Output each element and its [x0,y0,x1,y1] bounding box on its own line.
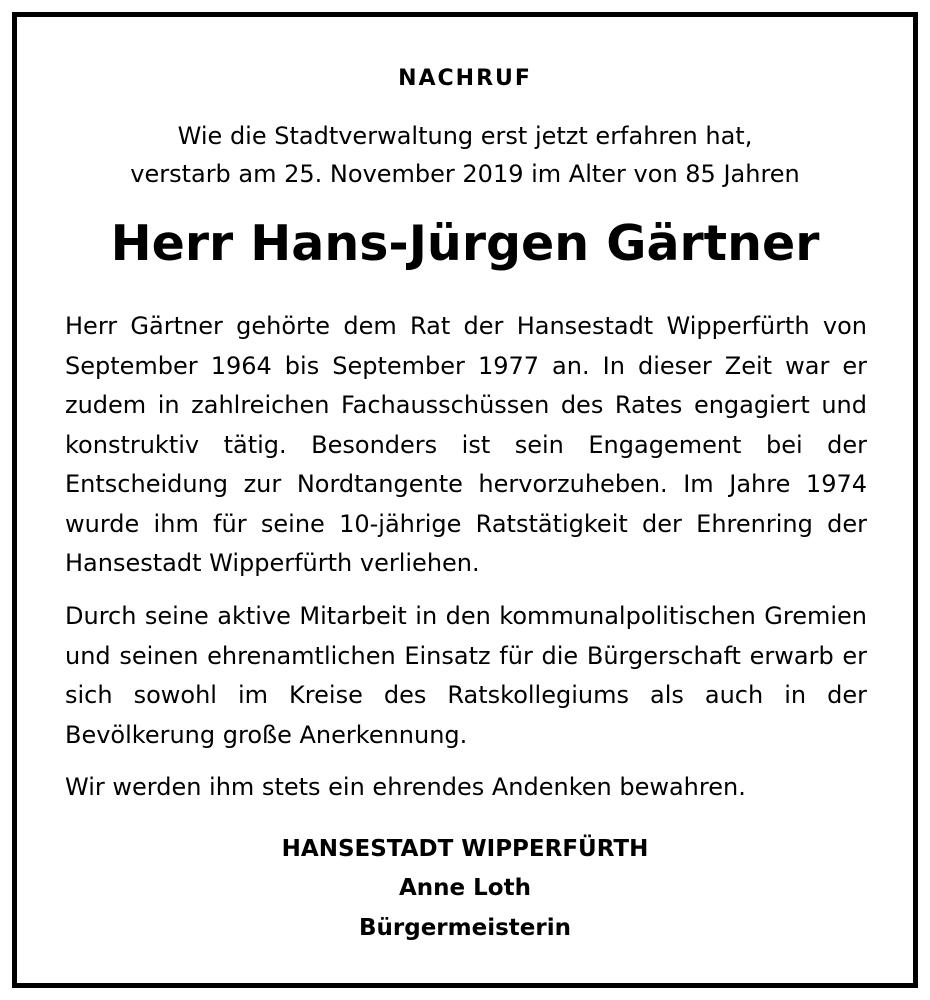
intro-line-2: verstarb am 25. November 2019 im Alter von 85 Jahren [130,160,800,188]
signature-role: Bürgermeisterin [359,915,571,941]
signature-person: Anne Loth [399,875,531,901]
intro-line-1: Wie die Stadtverwaltung erst jetzt erfahren hat, [177,122,753,150]
signature-organization: HANSESTADT WIPPERFÜRTH [281,836,649,862]
deceased-name: Herr Hans-Jürgen Gärtner [110,215,820,272]
paragraph-recognition: Durch seine aktive Mitarbeit in den kommunalpolitischen Gremien und seinen ehrenamtlichen Einsatz für die Bürgerschaft erwarb er sich sowohl im Kreise des Ratskollegiums als auch in der Bevölkerung große Anerkennung. [65,602,867,749]
notice-intro [0,117,930,193]
notice-heading: NACHRUF [398,66,532,91]
paragraph-closing: Wir werden ihm stets ein ehrendes Andenken bewahren. [65,773,746,801]
paragraph-career: Herr Gärtner gehörte dem Rat der Hansestadt Wipperfürth von September 1964 bis September 1977 an. In dieser Zeit war er zudem in zahlreichen Fachausschüssen des Rates engagiert und konstruktiv tätig. Besonders ist sein Engagement bei der Entscheidung zur Nordtangente hervorzuheben. Im Jahre 1974 wurde ihm für seine 10-jährige Ratstätigkeit der Ehrenring der Hansestadt Wipperfürth verliehen. [65,312,867,577]
